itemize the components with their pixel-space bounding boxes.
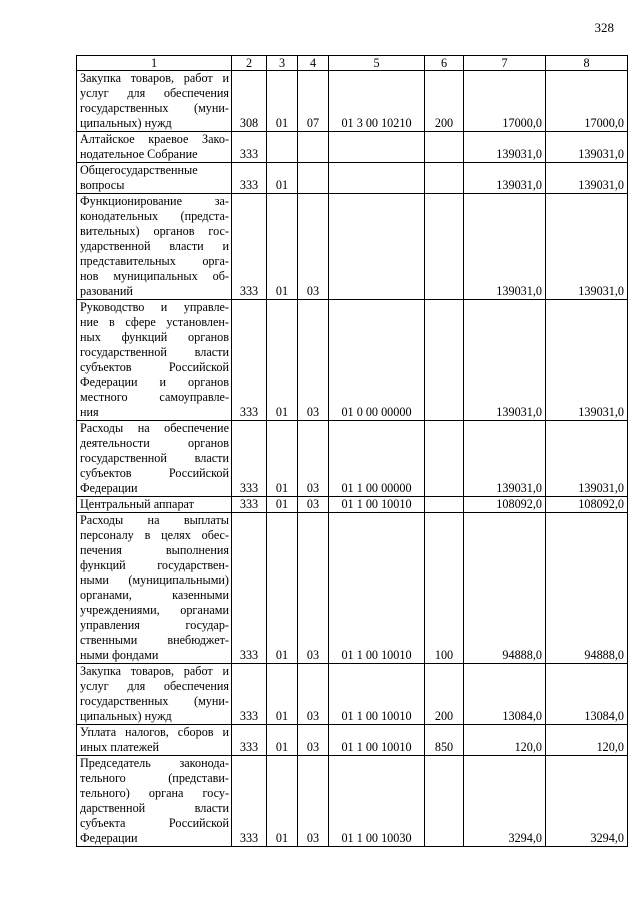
column-header-8: 8 [546, 56, 628, 71]
amount-year-1: 139031,0 [464, 300, 546, 421]
target-article [329, 132, 425, 163]
subsection-code: 03 [298, 725, 329, 756]
expense-type [425, 756, 464, 847]
row-name-line: Центральный аппарат [80, 497, 194, 511]
row-name [77, 756, 232, 847]
subsection-code: 03 [298, 513, 329, 664]
row-name [77, 132, 232, 163]
amount-year-1: 139031,0 [464, 163, 546, 194]
expense-type: 200 [425, 71, 464, 132]
admin-code: 333 [232, 421, 267, 497]
row-name-line: Руководство и управле- [80, 300, 229, 314]
admin-code: 333 [232, 300, 267, 421]
column-header-4: 4 [298, 56, 329, 71]
row-name [77, 513, 232, 664]
row-name-line: ния [80, 405, 99, 419]
amount-year-2: 17000,0 [546, 71, 628, 132]
table-row [77, 194, 628, 300]
admin-code: 333 [232, 513, 267, 664]
subsection-code: 03 [298, 421, 329, 497]
row-name-line: государственных (муни- [80, 694, 229, 708]
subsection-code [298, 132, 329, 163]
row-name-line: нодательное Собрание [80, 147, 198, 161]
expense-type [425, 194, 464, 300]
admin-code: 333 [232, 725, 267, 756]
row-name-line: управления государ- [80, 618, 229, 632]
target-article: 01 0 00 00000 [329, 300, 425, 421]
row-name-line: ципальных) нужд [80, 709, 172, 723]
section-code: 01 [267, 756, 298, 847]
row-name-line: деятельности органов [80, 436, 229, 450]
table-row [77, 300, 628, 421]
row-name-line: Уплата налогов, сборов и [80, 725, 229, 739]
expense-type [425, 163, 464, 194]
expense-type: 200 [425, 664, 464, 725]
table-row [77, 664, 628, 725]
target-article [329, 163, 425, 194]
amount-year-1: 139031,0 [464, 132, 546, 163]
target-article: 01 1 00 10010 [329, 513, 425, 664]
row-name-line: Федерации [80, 481, 138, 495]
section-code: 01 [267, 513, 298, 664]
expense-type [425, 497, 464, 513]
row-name [77, 163, 232, 194]
row-name-line: ными (муниципальными) [80, 573, 229, 587]
subsection-code: 03 [298, 664, 329, 725]
row-name-line: ственными внебюджет- [80, 633, 229, 647]
row-name-line: персоналу в целях обес- [80, 528, 229, 542]
row-name-line: субъектов Российской [80, 466, 229, 480]
table-row [77, 71, 628, 132]
amount-year-2: 108092,0 [546, 497, 628, 513]
row-name-line: Функционирование за- [80, 194, 229, 208]
target-article: 01 1 00 10010 [329, 725, 425, 756]
column-header-2: 2 [232, 56, 267, 71]
row-name-line: тельного (представи- [80, 771, 229, 785]
table-row [77, 497, 628, 513]
row-name-line: тельного) органа госу- [80, 786, 229, 800]
amount-year-1: 3294,0 [464, 756, 546, 847]
admin-code: 333 [232, 194, 267, 300]
expense-type: 850 [425, 725, 464, 756]
amount-year-2: 13084,0 [546, 664, 628, 725]
row-name-line: Председатель законода- [80, 756, 229, 770]
row-name-line: Закупка товаров, работ и [80, 71, 229, 85]
section-code: 01 [267, 497, 298, 513]
row-name-line: Федерации и органов [80, 375, 229, 389]
subsection-code: 03 [298, 300, 329, 421]
amount-year-1: 120,0 [464, 725, 546, 756]
section-code: 01 [267, 194, 298, 300]
admin-code: 333 [232, 163, 267, 194]
row-name-line: ударственной власти и [80, 239, 229, 253]
amount-year-2: 3294,0 [546, 756, 628, 847]
row-name-line: местного самоуправле- [80, 390, 229, 404]
column-header-1: 1 [77, 56, 232, 71]
amount-year-1: 108092,0 [464, 497, 546, 513]
admin-code: 308 [232, 71, 267, 132]
admin-code: 333 [232, 497, 267, 513]
row-name-line: услуг для обеспечения [80, 86, 229, 100]
row-name-line: органами, казенными [80, 588, 229, 602]
column-header-5: 5 [329, 56, 425, 71]
amount-year-2: 120,0 [546, 725, 628, 756]
row-name-line: Общегосударственные [80, 163, 198, 177]
amount-year-1: 17000,0 [464, 71, 546, 132]
row-name-line: функций государствен- [80, 558, 229, 572]
admin-code: 333 [232, 132, 267, 163]
row-name-line: Алтайское краевое Зако- [80, 132, 229, 146]
row-name-line: конодательных (предста- [80, 209, 229, 223]
target-article [329, 194, 425, 300]
target-article: 01 1 00 10010 [329, 497, 425, 513]
row-name-line: Расходы на обеспечение [80, 421, 229, 435]
row-name [77, 421, 232, 497]
header-row [77, 56, 628, 71]
amount-year-1: 94888,0 [464, 513, 546, 664]
section-code: 01 [267, 725, 298, 756]
expense-type [425, 132, 464, 163]
row-name-line: разований [80, 284, 133, 298]
table-row [77, 421, 628, 497]
row-name [77, 497, 232, 513]
amount-year-2: 94888,0 [546, 513, 628, 664]
subsection-code: 03 [298, 497, 329, 513]
section-code: 01 [267, 421, 298, 497]
row-name [77, 71, 232, 132]
subsection-code [298, 163, 329, 194]
target-article: 01 1 00 00000 [329, 421, 425, 497]
row-name-line: услуг для обеспечения [80, 679, 229, 693]
table-row [77, 513, 628, 664]
section-code [267, 132, 298, 163]
column-header-7: 7 [464, 56, 546, 71]
column-header-6: 6 [425, 56, 464, 71]
row-name-line: иных платежей [80, 740, 159, 754]
row-name-line: представительных орга- [80, 254, 229, 268]
row-name-line: Закупка товаров, работ и [80, 664, 229, 678]
amount-year-2: 139031,0 [546, 300, 628, 421]
table-row [77, 132, 628, 163]
row-name-line: ными фондами [80, 648, 159, 662]
subsection-code: 03 [298, 194, 329, 300]
table-header [77, 56, 628, 71]
expense-type [425, 300, 464, 421]
target-article: 01 1 00 10010 [329, 664, 425, 725]
row-name-line: нов муниципальных об- [80, 269, 229, 283]
row-name-line: субъекта Российской [80, 816, 229, 830]
row-name-line: учреждениями, органами [80, 603, 229, 617]
amount-year-1: 139031,0 [464, 421, 546, 497]
amount-year-1: 13084,0 [464, 664, 546, 725]
admin-code: 333 [232, 756, 267, 847]
table-row [77, 725, 628, 756]
row-name-line: вительных) органов гос- [80, 224, 229, 238]
section-code: 01 [267, 71, 298, 132]
section-code: 01 [267, 664, 298, 725]
row-name-line: субъектов Российской [80, 360, 229, 374]
row-name-line: дарственной власти [80, 801, 229, 815]
section-code: 01 [267, 300, 298, 421]
amount-year-2: 139031,0 [546, 421, 628, 497]
row-name-line: ципальных) нужд [80, 116, 172, 130]
row-name-line: печения выполнения [80, 543, 229, 557]
row-name [77, 664, 232, 725]
page-number: 328 [594, 20, 614, 35]
expense-type [425, 421, 464, 497]
row-name-line: государственной власти [80, 345, 229, 359]
subsection-code: 03 [298, 756, 329, 847]
row-name-line: государственных (муни- [80, 101, 229, 115]
row-name [77, 725, 232, 756]
amount-year-1: 139031,0 [464, 194, 546, 300]
row-name [77, 300, 232, 421]
target-article: 01 3 00 10210 [329, 71, 425, 132]
section-code: 01 [267, 163, 298, 194]
row-name-line: ние в сфере установлен- [80, 315, 229, 329]
row-name-line: вопросы [80, 178, 125, 192]
table-row [77, 756, 628, 847]
amount-year-2: 139031,0 [546, 194, 628, 300]
target-article: 01 1 00 10030 [329, 756, 425, 847]
table-row [77, 163, 628, 194]
row-name [77, 194, 232, 300]
admin-code: 333 [232, 664, 267, 725]
row-name-line: Федерации [80, 831, 138, 845]
expense-type: 100 [425, 513, 464, 664]
row-name-line: Расходы на выплаты [80, 513, 229, 527]
budget-table [76, 55, 628, 847]
subsection-code: 07 [298, 71, 329, 132]
row-name-line: ных функций органов [80, 330, 229, 344]
amount-year-2: 139031,0 [546, 163, 628, 194]
row-name-line: государственной власти [80, 451, 229, 465]
column-header-3: 3 [267, 56, 298, 71]
amount-year-2: 139031,0 [546, 132, 628, 163]
table-body [77, 71, 628, 847]
